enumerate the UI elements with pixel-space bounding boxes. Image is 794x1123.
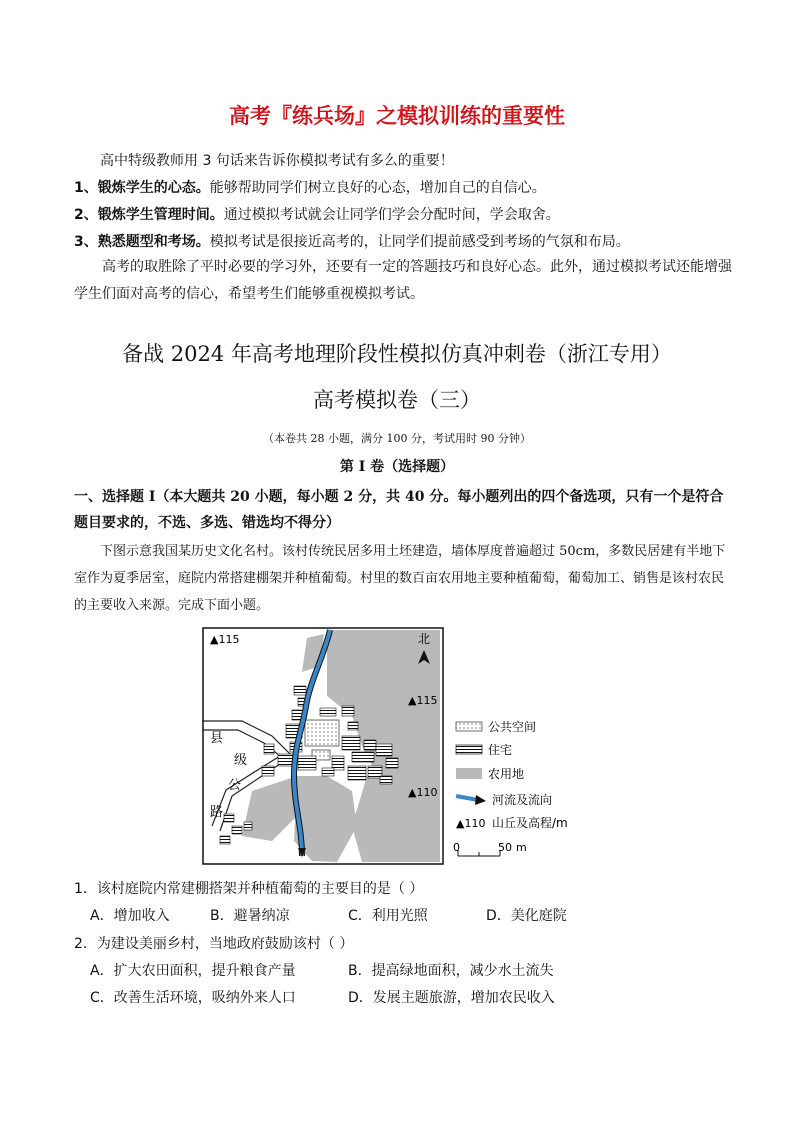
question-1-option-d[interactable]: D．美化庭院 bbox=[486, 908, 567, 924]
exam-title: 备战 2024 年高考地理阶段性模拟仿真冲刺卷（浙江专用） bbox=[122, 342, 672, 366]
point-3-label: 3、熟悉题型和考场。 bbox=[74, 234, 210, 250]
elevation-label-e: ▲115 bbox=[408, 694, 438, 707]
scale-value: 50 bbox=[498, 841, 512, 854]
scale-zero: 0 bbox=[453, 841, 460, 854]
scale-unit: m bbox=[516, 841, 527, 854]
legend-farmland-label: 农用地 bbox=[488, 767, 525, 781]
public-space-1 bbox=[305, 720, 339, 746]
elevation-label-nw: ▲115 bbox=[210, 633, 240, 646]
point-2-label: 2、锻炼学生管理时间。 bbox=[74, 207, 224, 223]
road-char-1: 县 bbox=[210, 731, 224, 746]
point-3 bbox=[74, 231, 630, 251]
question-1-option-b[interactable]: B．避暑纳凉 bbox=[210, 908, 290, 924]
legend-river-label: 河流及流向 bbox=[492, 793, 553, 807]
closing-paragraph: 高考的取胜除了平时必要的学习外，还要有一定的答题技巧和良好心态。此外，通过模拟考试还能增强学生们面对高考的信心，希望考生们能够重视模拟考试。 bbox=[74, 259, 732, 302]
legend-hill-label: 山丘及高程/m bbox=[492, 816, 568, 830]
elevation-label-se: ▲110 bbox=[408, 786, 438, 799]
point-2-text: 通过模拟考试就会让同学们学会分配时间，学会取舍。 bbox=[223, 207, 560, 223]
legend-housing-swatch bbox=[456, 745, 482, 754]
question-2-option-a[interactable]: A．扩大农田面积，提升粮食产量 bbox=[90, 963, 296, 979]
north-label: 北 bbox=[418, 632, 431, 646]
point-1 bbox=[74, 177, 546, 197]
question-1-option-c[interactable]: C．利用光照 bbox=[348, 908, 428, 924]
part-header: 一、选择题 I（本大题共 20 小题，每小题 2 分，共 40 分。每小题列出的四个备选项，只有一个是符合题目要求的，不选、多选、错选均不得分） bbox=[74, 489, 724, 531]
section-title: 第 I 卷（选择题） bbox=[339, 459, 455, 475]
exam-note: （本卷共 28 小题，满分 100 分，考试用时 90 分钟） bbox=[263, 432, 531, 445]
legend-hill-symbol: ▲110 bbox=[456, 817, 486, 830]
point-3-text: 模拟考试是很接近高考的，让同学们提前感受到考场的气氛和布局。 bbox=[209, 234, 630, 250]
legend-public-label: 公共空间 bbox=[488, 720, 537, 734]
question-passage: 下图示意我国某历史文化名村。该村传统民居多用土坯建造，墙体厚度普遍超过 50cm，多数民居建有半地下室作为夏季居室，庭院内常搭建棚架并种植葡萄。村里的数百亩农用地主要种植葡萄，葡萄加工、销售是该村农民的主要收入来源。完成下面小题。 bbox=[74, 544, 726, 613]
point-1-label: 1、锻炼学生的心态。 bbox=[74, 180, 210, 196]
road-char-4: 路 bbox=[210, 805, 224, 820]
legend-housing-label: 住宅 bbox=[488, 743, 513, 757]
road-char-2: 级 bbox=[234, 753, 248, 768]
legend-river-line bbox=[456, 796, 478, 800]
point-2 bbox=[74, 204, 560, 224]
question-2-stem: 2．为建设美丽乡村，当地政府鼓励该村（ ） bbox=[74, 936, 354, 952]
intro-line: 高中特级教师用 3 句话来告诉你模拟考试有多么的重要！ bbox=[100, 153, 454, 169]
legend-river-arrow-icon bbox=[475, 795, 486, 805]
question-1-option-a[interactable]: A．增加收入 bbox=[90, 908, 170, 924]
question-2-option-d[interactable]: D．发展主题旅游，增加农民收入 bbox=[348, 990, 555, 1006]
point-1-text: 能够帮助同学们树立良好的心态，增加自己的自信心。 bbox=[209, 180, 546, 196]
question-2-option-c[interactable]: C．改善生活环境，吸纳外来人口 bbox=[90, 990, 296, 1006]
exam-subtitle: 高考模拟卷（三） bbox=[313, 388, 481, 412]
promo-title: 高考『练兵场』之模拟训练的重要性 bbox=[229, 104, 565, 128]
map-legend bbox=[453, 719, 568, 856]
question-1-stem: 1．该村庭院内常建棚搭架并种植葡萄的主要目的是（ ） bbox=[74, 881, 424, 897]
village-map bbox=[202, 626, 568, 872]
legend-public-swatch bbox=[456, 722, 482, 731]
road-char-3: 公 bbox=[228, 778, 242, 793]
question-2-option-b[interactable]: B．提高绿地面积，减少水土流失 bbox=[348, 963, 554, 979]
legend-farmland-swatch bbox=[456, 768, 482, 779]
